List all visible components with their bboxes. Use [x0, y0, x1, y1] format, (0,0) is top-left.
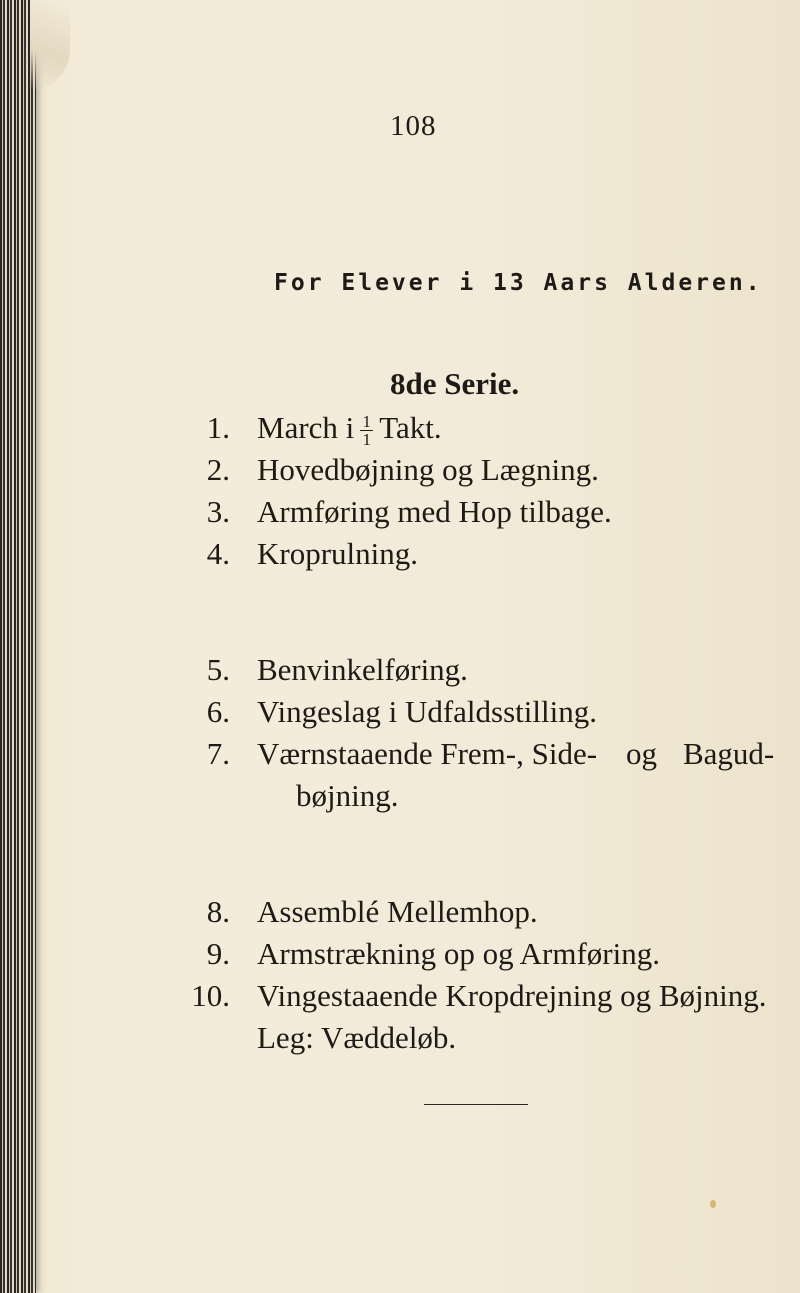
item-number: 2. [206, 452, 230, 487]
list-item [0, 736, 800, 776]
item-number: 9. [206, 936, 230, 971]
item-text: Armføring med Hop tilbage. [257, 494, 612, 529]
item-number: 6. [206, 694, 230, 729]
closing-rule [424, 1104, 528, 1105]
item-number: 8. [206, 894, 230, 929]
item-text: Leg: Væddeløb. [257, 1020, 457, 1055]
item-text: Værnstaaende Frem-, Side- [257, 736, 598, 771]
item-number: 7. [206, 736, 230, 771]
page-number: 108 [390, 110, 437, 142]
item-text [257, 410, 442, 450]
item-text-bagud: Bagud- [683, 736, 775, 771]
item-text: Vingeslag i Udfaldsstilling. [257, 694, 597, 729]
item-number: 3. [206, 494, 230, 529]
paper-stain [710, 1200, 716, 1208]
item-text: Assemblé Mellemhop. [257, 894, 538, 929]
item-text: Armstrækning op og Armføring. [257, 936, 660, 971]
item-text: bøjning. [296, 778, 399, 813]
item-text-suffix: Takt. [379, 410, 442, 445]
item-text: Kroprulning. [257, 536, 419, 571]
item-number: 4. [206, 536, 230, 571]
item-text-og: og [626, 736, 657, 771]
item-text-prefix: March i [257, 410, 355, 445]
book-binding [0, 0, 36, 1293]
series-title: 8de Serie. [390, 366, 520, 401]
item-text: Vingestaaende Kropdrejning og Bøjning. [257, 978, 767, 1013]
item-number: 5. [206, 652, 230, 687]
page-header: For Elever i 13 Aars Alderen. [274, 270, 763, 296]
item-number: 1. [206, 410, 230, 445]
item-number: 10. [191, 978, 230, 1013]
fraction-denominator: 1 [362, 430, 372, 450]
fraction-numerator: 1 [362, 412, 372, 432]
fraction [360, 412, 373, 450]
item-text: Hovedbøjning og Lægning. [257, 452, 599, 487]
item-text: Benvinkelføring. [257, 652, 468, 687]
